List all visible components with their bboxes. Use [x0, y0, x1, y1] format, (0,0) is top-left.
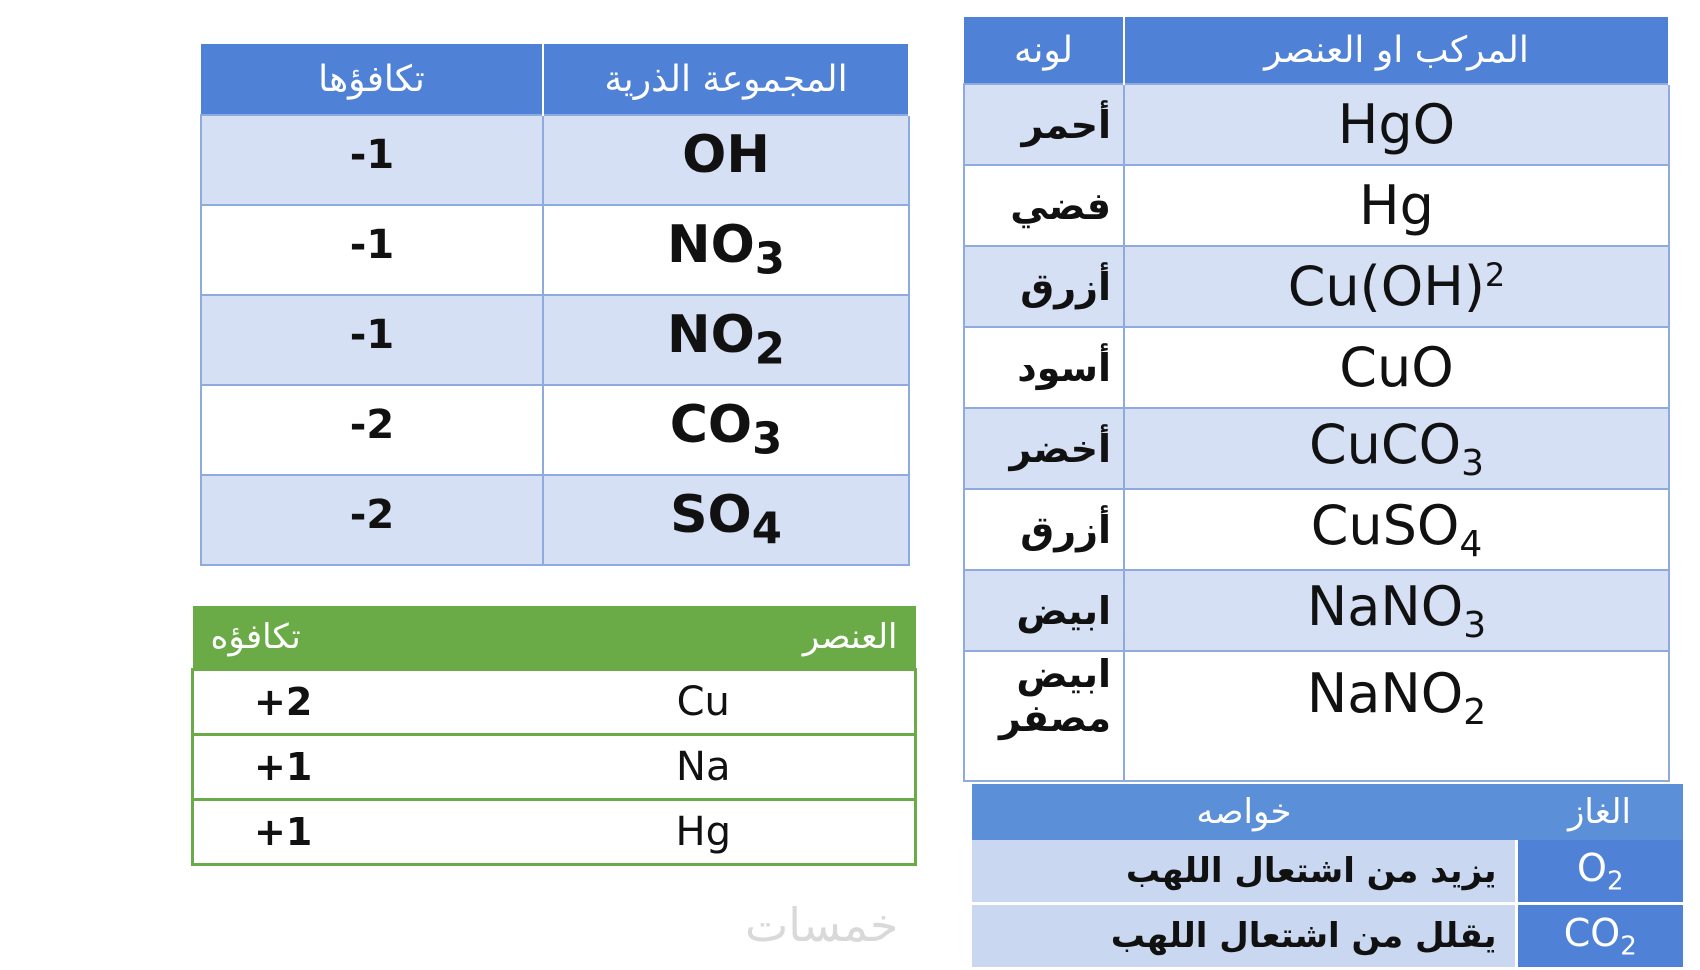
- header-color: لونه: [964, 17, 1124, 84]
- compound-cell: HgO: [1124, 84, 1669, 165]
- color-cell: أزرق: [964, 246, 1124, 327]
- elements-valence-table: [191, 606, 917, 866]
- header-element: العنصر: [493, 606, 916, 670]
- table-row: [972, 904, 1683, 969]
- compound-cell: NaNO$_3$: [1124, 570, 1669, 651]
- table-row: [201, 385, 909, 475]
- table-row: [964, 246, 1669, 327]
- compound-cell: CuO: [1124, 327, 1669, 408]
- element-cell: Hg: [493, 800, 916, 865]
- formula-cell: $SO_4$: [543, 475, 909, 565]
- valence-cell: +2: [193, 670, 493, 735]
- property-cell: يزيد من اشتعال اللهب: [972, 840, 1516, 904]
- table-row: [964, 570, 1669, 651]
- table-row: [964, 327, 1669, 408]
- table-row: [201, 115, 909, 205]
- property-cell: يقلل من اشتعال اللهب: [972, 904, 1516, 969]
- table-row: [201, 475, 909, 565]
- element-cell: Na: [493, 735, 916, 800]
- formula-cell: OH: [543, 115, 909, 205]
- color-cell: أحمر: [964, 84, 1124, 165]
- color-cell: ابيض: [964, 570, 1124, 651]
- header-properties: خواصه: [972, 784, 1516, 840]
- table-row: [972, 840, 1683, 904]
- header-atomic-group: المجموعة الذرية: [543, 44, 909, 115]
- valence-cell: +1: [193, 735, 493, 800]
- formula-cell: $NO_3$: [543, 205, 909, 295]
- valence-cell: -1: [201, 205, 543, 295]
- formula-cell: $NO_2$: [543, 295, 909, 385]
- gas-cell: $O_2$: [1516, 840, 1683, 904]
- table-row: [964, 84, 1669, 165]
- table-row: [964, 165, 1669, 246]
- table-row: [964, 651, 1669, 781]
- compound-cell: CuSO$_4$: [1124, 489, 1669, 570]
- compound-cell: CuCO$_3$: [1124, 408, 1669, 489]
- color-cell: أسود: [964, 327, 1124, 408]
- table-row: [964, 489, 1669, 570]
- gas-cell: $CO_2$: [1516, 904, 1683, 969]
- valence-cell: -2: [201, 475, 543, 565]
- color-cell: أزرق: [964, 489, 1124, 570]
- compound-cell: Cu(OH)$^2$: [1124, 246, 1669, 327]
- color-cell: أخضر: [964, 408, 1124, 489]
- header-gas: الغاز: [1516, 784, 1683, 840]
- header-valence: تكافؤها: [201, 44, 543, 115]
- compound-cell: Hg: [1124, 165, 1669, 246]
- radicals-table: [200, 44, 910, 566]
- table-row: [193, 735, 916, 800]
- table-row: [193, 670, 916, 735]
- formula-cell: $CO_3$: [543, 385, 909, 475]
- color-cell: ابيض مصفر: [964, 651, 1124, 781]
- color-cell: فضي: [964, 165, 1124, 246]
- watermark: خمسات: [745, 898, 899, 952]
- valence-cell: -2: [201, 385, 543, 475]
- header-valence: تكافؤه: [193, 606, 493, 670]
- compound-colors-table: [963, 17, 1670, 782]
- header-compound: المركب او العنصر: [1124, 17, 1669, 84]
- valence-cell: -1: [201, 115, 543, 205]
- table-row: [964, 408, 1669, 489]
- valence-cell: +1: [193, 800, 493, 865]
- table-row: [201, 205, 909, 295]
- element-cell: Cu: [493, 670, 916, 735]
- gases-table: [972, 784, 1683, 970]
- table-row: [201, 295, 909, 385]
- compound-cell: NaNO$_2$: [1124, 651, 1669, 781]
- valence-cell: -1: [201, 295, 543, 385]
- table-row: [193, 800, 916, 865]
